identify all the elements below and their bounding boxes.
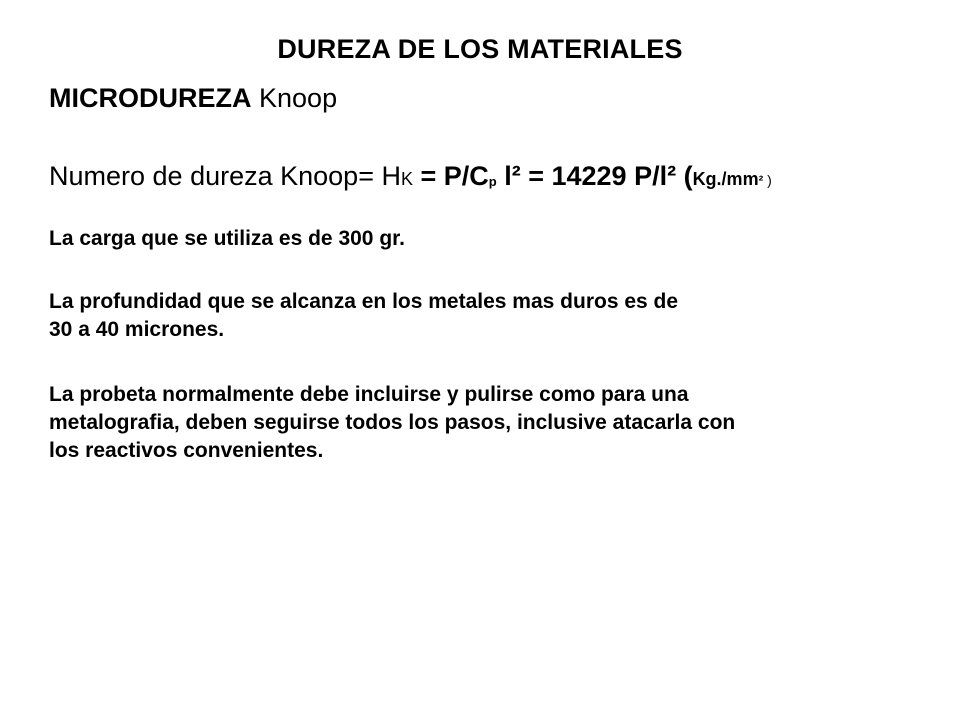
subtitle-method: Knoop xyxy=(259,83,338,113)
paragraph-line: La profundidad que se alcanza en los metales mas duros es de xyxy=(49,290,679,313)
formula-units-sup: ² xyxy=(758,172,764,188)
formula-lead: Numero de dureza Knoop= H xyxy=(49,161,401,191)
knoop-formula xyxy=(49,158,772,200)
formula-hk-subscript: K xyxy=(400,169,413,189)
formula-units-close: ) xyxy=(763,172,772,188)
paragraph-line: La carga que se utiliza es de 300 gr. xyxy=(49,227,405,250)
formula-eq1: = P/C xyxy=(412,161,489,191)
paragraph-probeta xyxy=(49,381,735,465)
paragraph-line: metalografia, deben seguirse todos los pasos, inclusive atacarla con xyxy=(49,411,736,434)
formula-cp-subscript: p xyxy=(488,174,497,189)
paragraph-line: los reactivos convenientes. xyxy=(49,439,324,462)
formula-rest: l² = 14229 P/l² ( xyxy=(496,161,693,191)
subtitle-strong: MICRODUREZA xyxy=(49,83,252,113)
subtitle xyxy=(49,80,337,116)
slide-title: DUREZA DE LOS MATERIALES xyxy=(277,34,683,64)
paragraph-carga xyxy=(49,225,405,253)
paragraph-line: 30 a 40 micrones. xyxy=(49,318,225,341)
paragraph-line: La probeta normalmente debe incluirse y pulirse como para una xyxy=(49,383,689,406)
formula-units: Kg./mm xyxy=(692,169,759,189)
paragraph-profundidad xyxy=(49,288,678,344)
